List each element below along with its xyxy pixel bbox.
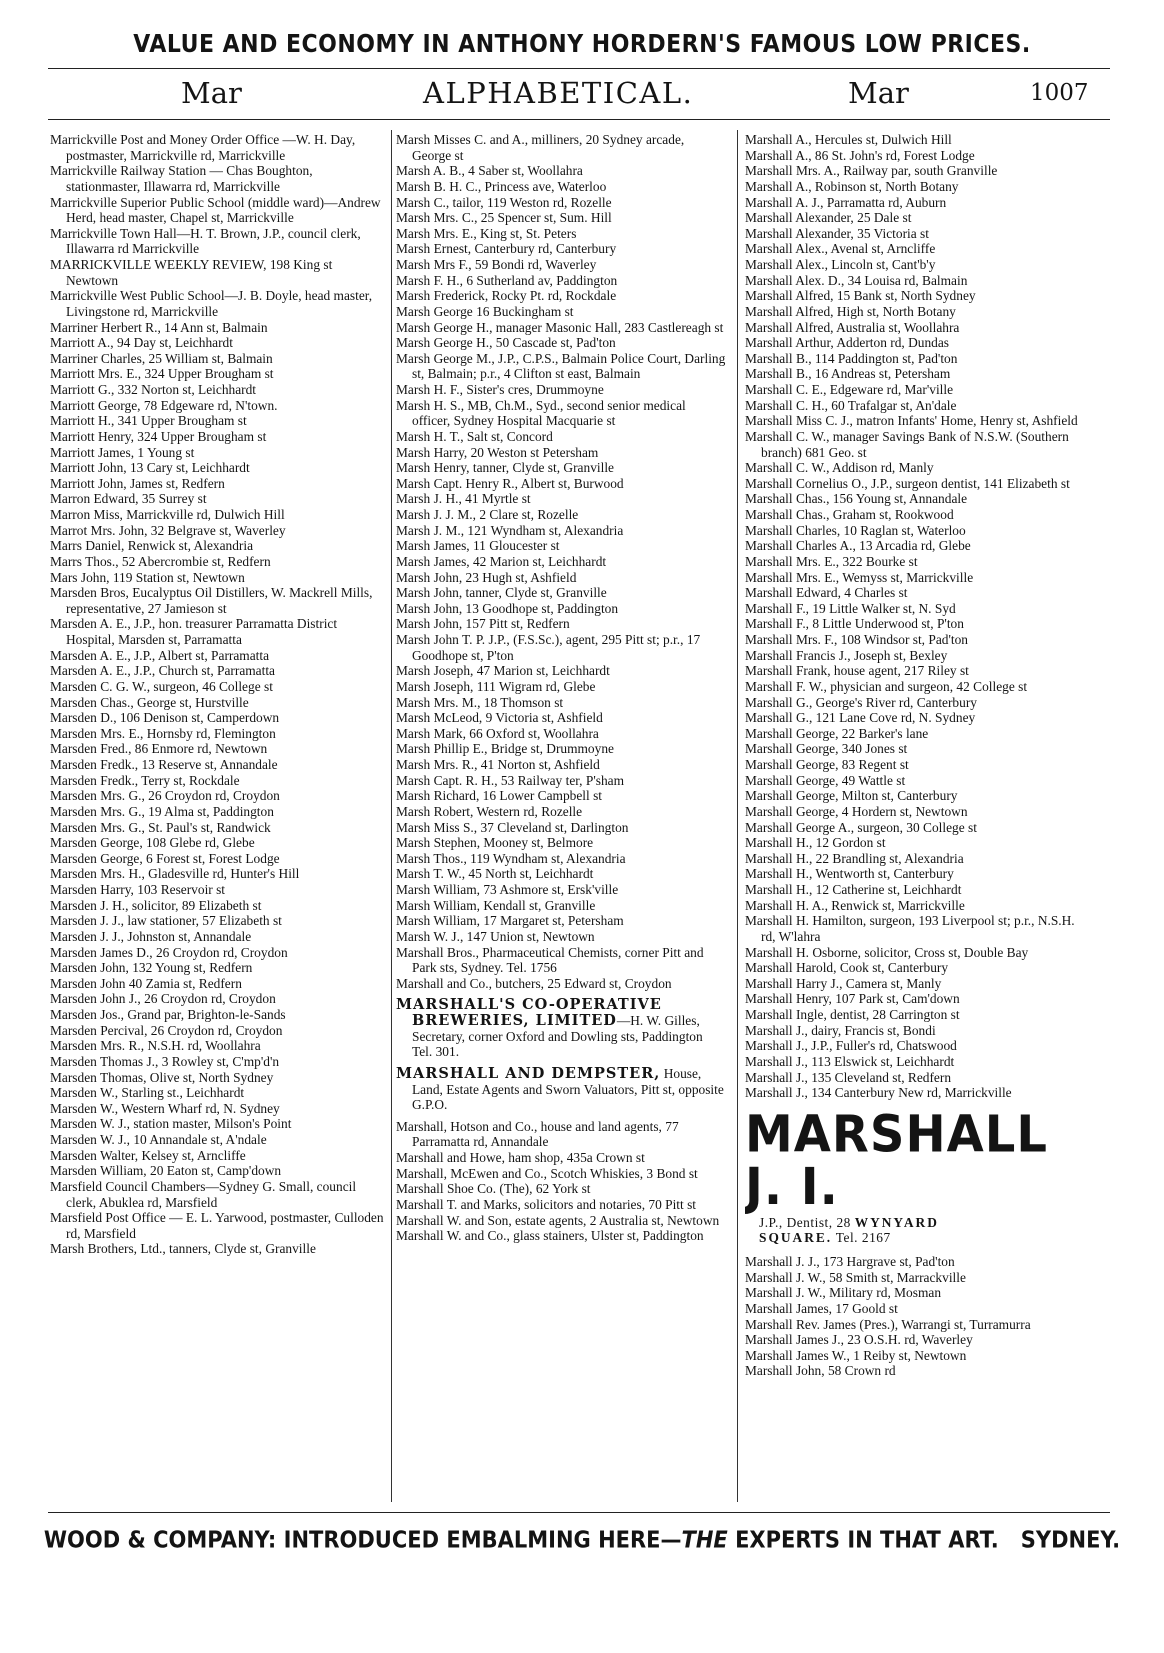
directory-entry: Marshall Chas., Graham st, Rookwood — [745, 507, 954, 522]
directory-entry: Marshall T. and Marks, solicitors and notaries, 70 Pitt st — [396, 1196, 697, 1212]
directory-entry: Marsh J. M., 121 Wyndham st, Alexandria — [396, 522, 624, 538]
directory-entry: Marshall Alex. D., 34 Louisa rd, Balmain — [745, 272, 968, 288]
directory-entry: Marriner Charles, 25 William st, Balmain — [50, 350, 273, 366]
column-1 — [50, 132, 386, 1502]
directory-entry: Marsh McLeod, 9 Victoria st, Ashfield — [396, 710, 603, 726]
directory-entry: Marshall George, 83 Regent st — [745, 757, 909, 772]
directory-entry: Marsden W. J., 10 Annandale st, A'ndale — [50, 1132, 267, 1147]
directory-entry: Marshall H., 12 Gordon st — [745, 835, 886, 851]
directory-entry: Marsden Harry, 103 Reservoir st — [50, 882, 226, 897]
directory-entry: Marsden William, 20 Eaton st, Camp'down — [50, 1163, 282, 1179]
directory-entry: Marshall Charles A., 13 Arcadia rd, Glebe — [745, 538, 971, 554]
directory-entry: Marsh C., tailor, 119 Weston rd, Rozelle — [396, 194, 612, 210]
directory-entry: Marshall Mrs. E., Wemyss st, Marrickville — [745, 569, 974, 585]
directory-entry: Marsden Mrs. G., St. Paul's st, Randwick — [50, 819, 271, 835]
directory-entry: Marsh Miss S., 37 Cleveland st, Darlington — [396, 819, 629, 835]
directory-entry: Marsden Thomas J., 3 Rowley st, C'mp'd'n — [50, 1053, 280, 1069]
directory-entry: Marsh John, 13 Goodhope st, Paddington — [396, 600, 619, 616]
directory-entry: Marsden J. J., Johnston st, Annandale — [50, 928, 252, 944]
directory-entry: Marshall Bros., Pharmaceutical Chemists, corner Pitt and Park sts, Sydney. Tel. 1756 — [396, 944, 704, 976]
directory-entry: Marsden Walter, Kelsey st, Arncliffe — [50, 1147, 246, 1163]
display-ad-line2: Tel. 2167 — [835, 1230, 891, 1246]
directory-entry: Marsden John 40 Zamia st, Redfern — [50, 975, 242, 991]
directory-entry: Marshall John, 58 Crown rd — [745, 1363, 896, 1379]
advertising-banner: VALUE AND ECONOMY IN ANTHONY HORDERN'S FAMOUS LOW PRICES. — [133, 30, 1031, 59]
directory-entry: Marshall F. W., physician and surgeon, 42 College st — [745, 678, 1028, 694]
directory-entry: Marriott James, 1 Young st — [50, 444, 195, 460]
footer-rule — [48, 1512, 1110, 1513]
footer-text-part1: WOOD & COMPANY: INTRODUCED EMBALMING HERE— — [43, 1526, 682, 1554]
directory-entry: Marshall, Hotson and Co., house and land agents, 77 Parramatta rd, Annandale — [396, 1118, 679, 1150]
directory-entry: Marsh Mark, 66 Oxford st, Woollahra — [396, 725, 599, 741]
directory-entry: Marsh James, 42 Marion st, Leichhardt — [396, 553, 607, 569]
directory-entry: Marsh Phillip E., Bridge st, Drummoyne — [396, 741, 614, 757]
directory-entry: Marsh John, 157 Pitt st, Redfern — [396, 616, 570, 632]
directory-entry: Marshall George, Milton st, Canterbury — [745, 788, 958, 804]
header-left-guide-word: Mar — [181, 76, 242, 110]
directory-entry: Marriott George, 78 Edgeware rd, N'town. — [50, 397, 278, 413]
directory-entry: Marsden J. J., law stationer, 57 Elizabeth st — [50, 913, 282, 929]
directory-entry: Mars John, 119 Station st, Newtown — [50, 569, 245, 585]
column-divider-1 — [391, 130, 392, 1502]
directory-entry: Marshall J., 113 Elswick st, Leichhardt — [745, 1053, 955, 1069]
directory-entry: Marshall H., 12 Catherine st, Leichhardt — [745, 882, 962, 897]
directory-entry: Marshall J., 134 Canterbury New rd, Marrickville — [745, 1085, 1012, 1101]
footer-city: SYDNEY. — [1020, 1526, 1121, 1554]
directory-entry: Marshall Ingle, dentist, 28 Carrington st — [745, 1007, 960, 1022]
directory-entry: Marsh Henry, tanner, Clyde st, Granville — [396, 460, 614, 476]
directory-entry: Marsden Jos., Grand par, Brighton-le-Sands — [50, 1007, 286, 1022]
directory-entry: Marsden George, 6 Forest st, Forest Lodge — [50, 850, 280, 866]
directory-entry: Marshall George, 22 Barker's lane — [745, 725, 929, 741]
directory-entry: Marshall Miss C. J., matron Infants' Home, Henry st, Ashfield — [745, 413, 1078, 429]
directory-entry: Marshall Edward, 4 Charles st — [745, 585, 908, 601]
directory-entry: Marsden Mrs. H., Gladesville rd, Hunter's Hill — [50, 866, 300, 882]
directory-entry: Marsden C. G. W., surgeon, 46 College st — [50, 678, 273, 694]
directory-entry: Marsh Capt. R. H., 53 Railway ter, P'sham — [396, 772, 625, 788]
directory-entry: Marsh George H., 50 Cascade st, Pad'ton — [396, 335, 616, 351]
directory-entry: Marsden George, 108 Glebe rd, Glebe — [50, 835, 255, 851]
directory-entry: Marshall B., 114 Paddington st, Pad'ton — [745, 350, 958, 366]
directory-entry: Marsden Mrs. G., 26 Croydon rd, Croydon — [50, 788, 280, 804]
cooperative-detail: —H. W. Gilles, Secretary, corner Oxford and Dowling sts, Paddington Tel. 301. — [412, 1013, 703, 1060]
directory-entry: Marsden Chas., George st, Hurstville — [50, 694, 249, 710]
directory-entry: Marsh William, 73 Ashmore st, Ersk'ville — [396, 882, 619, 897]
directory-entry: Marshall A., 86 St. John's rd, Forest Lodge — [745, 147, 975, 163]
directory-entry: Marshall H., 22 Brandling st, Alexandria — [745, 850, 964, 866]
directory-entry: Marsden A. E., J.P., hon. treasurer Parramatta District Hospital, Marsden st, Parramatta — [50, 616, 338, 647]
directory-entry: Marron Miss, Marrickville rd, Dulwich Hill — [50, 507, 285, 522]
directory-entry: Marshall J. W., 58 Smith st, Marrackville — [745, 1269, 966, 1285]
directory-entry: Marrickville Superior Public School (middle ward)—Andrew Herd, head master, Chapel st, Marrickville — [50, 194, 381, 226]
directory-entry: Marshall J., J.P., Fuller's rd, Chatswood — [745, 1038, 957, 1054]
directory-entry: MARRICKVILLE WEEKLY REVIEW, 198 King st Newtown — [50, 257, 333, 288]
directory-entry: Marrs Thos., 52 Abercrombie st, Redfern — [50, 553, 271, 569]
directory-entry: Marrickville Railway Station — Chas Boughton, stationmaster, Illawarra rd, Marrickville — [50, 163, 313, 194]
directory-entry: Marshall Frank, house agent, 217 Riley st — [745, 663, 969, 679]
directory-entry: Marshall J., dairy, Francis st, Bondi — [745, 1022, 936, 1038]
directory-entry: Marshall James W., 1 Reiby st, Newtown — [745, 1347, 967, 1363]
directory-entry: Marshall Alex., Avenal st, Arncliffe — [745, 241, 936, 257]
directory-entry: Marshall F., 19 Little Walker st, N. Syd — [745, 600, 956, 616]
directory-entry: Marron Edward, 35 Surrey st — [50, 491, 207, 507]
directory-entry: Marshall A. J., Parramatta rd, Auburn — [745, 194, 947, 210]
directory-entry: Marsden W. J., station master, Milson's Point — [50, 1116, 292, 1132]
directory-entry: Marshall Francis J., Joseph st, Bexley — [745, 647, 948, 663]
header-section-title: ALPHABETICAL. — [423, 76, 694, 110]
directory-entry: Marsh W. J., 147 Union st, Newtown — [396, 928, 595, 944]
directory-entry: Marrickville Town Hall—H. T. Brown, J.P., council clerk, Illawarra rd Marrickville — [50, 225, 361, 257]
directory-entry: Marshall Rev. James (Pres.), Warrangi st, Turramurra — [745, 1316, 1031, 1332]
directory-entry: Marsh Mrs F., 59 Bondi rd, Waverley — [396, 257, 597, 272]
directory-entry: Marshall H., Wentworth st, Canterbury — [745, 866, 954, 882]
directory-entry: Marshall Alfred, High st, North Botany — [745, 303, 956, 319]
directory-entry: Marsh Mrs. R., 41 Norton st, Ashfield — [396, 757, 600, 772]
directory-entry: Marsden Mrs. E., Hornsby rd, Flemington — [50, 725, 276, 741]
directory-entry: Marsh George H., manager Masonic Hall, 283 Castlereagh st — [396, 319, 724, 335]
directory-entry: Marshall H. Hamilton, surgeon, 193 Liverpool st; p.r., N.S.H. rd, W'lahra — [745, 913, 1075, 944]
directory-entry: Marsden Bros, Eucalyptus Oil Distillers, W. Mackrell Mills, representative, 27 Jamieson st — [50, 585, 373, 616]
directory-entry: Marshall H. Osborne, solicitor, Cross st, Double Bay — [745, 944, 1029, 960]
directory-entry: Marsden Percival, 26 Croydon rd, Croydon — [50, 1022, 283, 1038]
directory-entry: Marsh John, tanner, Clyde st, Granville — [396, 585, 607, 601]
directory-entry: Marriott Mrs. E., 324 Upper Brougham st — [50, 366, 274, 382]
column-2 — [396, 132, 726, 1502]
directory-entry: Marsh James, 11 Gloucester st — [396, 538, 560, 554]
directory-entry: Marshall Cornelius O., J.P., surgeon dentist, 141 Elizabeth st — [745, 475, 1070, 491]
directory-entry: Marriott A., 94 Day st, Leichhardt — [50, 335, 233, 351]
directory-entry: Marshall C. W., manager Savings Bank of N.S.W. (Southern branch) 681 Geo. st — [745, 428, 1069, 460]
directory-entry: Marsden W., Starling st., Leichhardt — [50, 1085, 245, 1101]
directory-entry: Marrickville West Public School—J. B. Doyle, head master, Livingstone rd, Marrickville — [50, 288, 373, 319]
directory-entry: Marshall H. A., Renwick st, Marrickville — [745, 897, 965, 913]
footer-text-part2: EXPERTS IN THAT ART. — [727, 1526, 999, 1554]
directory-entry: Marsh Joseph, 47 Marion st, Leichhardt — [396, 663, 610, 679]
directory-entry: Marsden A. E., J.P., Church st, Parramatta — [50, 663, 276, 679]
directory-entry: Marsh Harry, 20 Weston st Petersham — [396, 444, 599, 460]
directory-entry: Marshall G., 121 Lane Cove rd, N. Sydney — [745, 710, 976, 726]
directory-entry: Marriott Henry, 324 Upper Brougham st — [50, 428, 267, 444]
directory-entry: Marriott John, 13 Cary st, Leichhardt — [50, 460, 250, 476]
directory-entry: Marsh Frederick, Rocky Pt. rd, Rockdale — [396, 288, 617, 304]
directory-entry: Marshall, McEwen and Co., Scotch Whiskies, 3 Bond st — [396, 1165, 698, 1181]
directory-entry: Marsh H. T., Salt st, Concord — [396, 428, 553, 444]
header-rule-bottom — [48, 119, 1110, 120]
directory-entry: Marriott G., 332 Norton st, Leichhardt — [50, 382, 257, 397]
directory-entry: Marsh Stephen, Mooney st, Belmore — [396, 835, 594, 851]
page-number: 1007 — [1030, 80, 1089, 106]
directory-entry: Marsh Mrs. M., 18 Thomson st — [396, 694, 564, 710]
directory-entry: Marsh Ernest, Canterbury rd, Canterbury — [396, 241, 617, 257]
directory-entry: Marsden D., 106 Denison st, Camperdown — [50, 710, 280, 726]
directory-entry: Marshall J. J., 173 Hargrave st, Pad'ton — [745, 1254, 955, 1269]
directory-entry: Marsden John J., 26 Croydon rd, Croydon — [50, 991, 276, 1007]
directory-entry: Marshall Mrs. F., 108 Windsor st, Pad'ton — [745, 632, 968, 647]
directory-entry: Marrs Daniel, Renwick st, Alexandria — [50, 538, 254, 554]
directory-entry: Marshall Alfred, Australia st, Woollahra — [745, 319, 960, 335]
cooperative-name: MARSHALL'S CO-OPERATIVE BREWERIES, LIMITED — [396, 996, 662, 1029]
directory-entry: Marsh J. J. M., 2 Clare st, Rozelle — [396, 507, 579, 522]
header-rule-top — [48, 68, 1110, 69]
directory-entry: Marshall C. E., Edgeware rd, Mar'ville — [745, 382, 954, 397]
directory-entry: Marshall W. and Son, estate agents, 2 Australia st, Newtown — [396, 1212, 720, 1228]
directory-entry: Marshall Shoe Co. (The), 62 York st — [396, 1181, 591, 1197]
directory-entry: Marsden A. E., J.P., Albert st, Parramatta — [50, 647, 270, 663]
directory-entry: Marshall Mrs. A., Railway par, south Granville — [745, 163, 998, 179]
directory-entry: Marsh Brothers, Ltd., tanners, Clyde st, Granville — [50, 1241, 316, 1257]
directory-entry: Marsfield Council Chambers—Sydney G. Small, council clerk, Abuklea rd, Marsfield — [50, 1178, 357, 1210]
directory-entry: Marshall George A., surgeon, 30 College st — [745, 819, 977, 835]
directory-entry: Marsh William, Kendall st, Granville — [396, 897, 596, 913]
directory-entry: Marshall Henry, 107 Park st, Cam'down — [745, 991, 960, 1007]
directory-entry: Marshall Chas., 156 Young st, Annandale — [745, 491, 968, 507]
display-ad-line1-bold: WYNYARD — [854, 1214, 939, 1230]
directory-entry: Marshall Alexander, 35 Victoria st — [745, 225, 929, 241]
directory-entry: Marsh T. W., 45 North st, Leichhardt — [396, 866, 594, 882]
directory-entry: Marshall B., 16 Andreas st, Petersham — [745, 366, 951, 382]
display-ad-line2-bold: SQUARE. — [759, 1230, 833, 1246]
directory-entry: Marsden Fredk., Terry st, Rockdale — [50, 772, 240, 788]
directory-entry: Marsh William, 17 Margaret st, Petersham — [396, 913, 624, 929]
directory-entry: Marshall George, 340 Jones st — [745, 741, 908, 757]
dempster-name: MARSHALL AND DEMPSTER, — [396, 1064, 661, 1082]
directory-entry: Marrickville Post and Money Order Office —W. H. Day, postmaster, Marrickville rd, Marrickville — [50, 132, 356, 163]
display-ad-marshall-ji: MARSHALL J. I. — [745, 1105, 1048, 1217]
directory-entry: Marshall J., 135 Cleveland st, Redfern — [745, 1069, 952, 1085]
footer-text-italic: THE — [681, 1526, 728, 1554]
directory-entry: Marshall Alfred, 15 Bank st, North Sydney — [745, 288, 976, 304]
directory-entry: Marsden W., Western Wharf rd, N. Sydney — [50, 1100, 280, 1116]
directory-entry: Marsden Mrs. R., N.S.H. rd, Woollahra — [50, 1038, 261, 1054]
directory-entry: Marsh Mrs. C., 25 Spencer st, Sum. Hill — [396, 210, 612, 226]
directory-entry: Marshall J. W., Military rd, Mosman — [745, 1285, 942, 1301]
display-ad-line1: J.P., Dentist, 28 — [759, 1214, 851, 1230]
directory-entry: Marsden Fredk., 13 Reserve st, Annandale — [50, 757, 278, 772]
directory-entry: Marrot Mrs. John, 32 Belgrave st, Waverley — [50, 522, 286, 538]
directory-entry: Marshall A., Robinson st, North Botany — [745, 178, 959, 194]
directory-entry: Marshall Charles, 10 Raglan st, Waterloo — [745, 522, 966, 538]
column-divider-2 — [737, 130, 738, 1502]
directory-entry: Marshall F., 8 Little Underwood st, P'ton — [745, 616, 964, 632]
header-right-guide-word: Mar — [848, 76, 909, 110]
directory-entry: Marshall Alex., Lincoln st, Cant'b'y — [745, 257, 936, 272]
directory-entry: Marshall Alexander, 25 Dale st — [745, 210, 912, 226]
directory-entry: Marsden J. H., solicitor, 89 Elizabeth st — [50, 897, 262, 913]
directory-entry: Marsh Thos., 119 Wyndham st, Alexandria — [396, 850, 626, 866]
directory-entry: Marsden Thomas, Olive st, North Sydney — [50, 1069, 274, 1085]
directory-entry: Marsden Fred., 86 Enmore rd, Newtown — [50, 741, 268, 757]
directory-entry: Marsden John, 132 Young st, Redfern — [50, 960, 253, 976]
directory-entry: Marriner Herbert R., 14 Ann st, Balmain — [50, 319, 268, 335]
listing-marshall-dempster — [396, 1066, 726, 1113]
directory-entry: Marshall George, 49 Wattle st — [745, 772, 906, 788]
directory-entry: Marsh John T. P. J.P., (F.S.Sc.), agent, 295 Pitt st; p.r., 17 Goodhope st, P'ton — [396, 632, 701, 663]
column-3 — [745, 132, 1091, 1502]
directory-entry: Marshall A., Hercules st, Dulwich Hill — [745, 132, 952, 147]
directory-entry: Marriott John, James st, Redfern — [50, 475, 225, 491]
directory-entry: Marsh Mrs. E., King st, St. Peters — [396, 225, 577, 241]
directory-entry: Marshall G., George's River rd, Canterbury — [745, 694, 977, 710]
directory-entry: Marshall George, 4 Hordern st, Newtown — [745, 803, 968, 819]
directory-entry: Marsh F. H., 6 Sutherland av, Paddington — [396, 272, 618, 288]
directory-entry: Marsfield Post Office — E. L. Yarwood, postmaster, Culloden rd, Marsfield — [50, 1210, 384, 1241]
directory-entry: Marshall W. and Co., glass stainers, Ulster st, Paddington — [396, 1228, 704, 1244]
directory-entry: Marshall C. W., Addison rd, Manly — [745, 460, 934, 476]
directory-entry: Marsh H. F., Sister's cres, Drummoyne — [396, 382, 604, 397]
directory-entry: Marsh A. B., 4 Saber st, Woollahra — [396, 163, 583, 179]
directory-entry: Marsh Capt. Henry R., Albert st, Burwood — [396, 475, 624, 491]
directory-entry: Marsh Robert, Western rd, Rozelle — [396, 803, 583, 819]
dempster-detail: House, Land, Estate Agents and Sworn Valuators, Pitt st, opposite G.P.O. — [412, 1065, 724, 1113]
directory-entry: Marshall and Howe, ham shop, 435a Crown st — [396, 1150, 645, 1165]
directory-entry: Marsh George M., J.P., C.P.S., Balmain Police Court, Darling st, Balmain; p.r., 4 Clifton st east, Balmain — [396, 350, 726, 382]
directory-entry: Marsh B. H. C., Princess ave, Waterloo — [396, 178, 607, 194]
directory-entry: Marsden Mrs. G., 19 Alma st, Paddington — [50, 803, 274, 819]
directory-entry: Marshall Mrs. E., 322 Bourke st — [745, 553, 918, 569]
directory-entry: Marsh H. S., MB, Ch.M., Syd., second senior medical officer, Sydney Hospital Macquarie st — [396, 397, 686, 429]
directory-entry: Marshall and Co., butchers, 25 Edward st, Croydon — [396, 975, 672, 991]
listing-cooperative-breweries — [396, 997, 726, 1060]
display-ad-details — [745, 1215, 1091, 1246]
directory-entry: Marshall Harold, Cook st, Canterbury — [745, 960, 949, 976]
directory-entry: Marsh Joseph, 111 Wigram rd, Glebe — [396, 678, 596, 694]
directory-entry: Marsh Misses C. and A., milliners, 20 Sydney arcade, George st — [396, 132, 685, 163]
directory-entry: Marsh J. H., 41 Myrtle st — [396, 491, 531, 507]
directory-entry: Marriott H., 341 Upper Brougham st — [50, 413, 247, 429]
directory-entry: Marshall Harry J., Camera st, Manly — [745, 975, 942, 991]
directory-entry: Marsh Richard, 16 Lower Campbell st — [396, 788, 603, 804]
footer-advertisement — [30, 1527, 1134, 1553]
directory-entry: Marshall James J., 23 O.S.H. rd, Waverley — [745, 1332, 973, 1348]
directory-entry: Marshall Arthur, Adderton rd, Dundas — [745, 335, 950, 351]
directory-entry: Marsh George 16 Buckingham st — [396, 303, 574, 319]
directory-entry: Marshall James, 17 Goold st — [745, 1300, 898, 1316]
directory-entry: Marsh John, 23 Hugh st, Ashfield — [396, 569, 577, 585]
directory-entry: Marsden James D., 26 Croydon rd, Croydon — [50, 944, 288, 960]
directory-entry: Marshall C. H., 60 Trafalgar st, An'dale — [745, 397, 957, 413]
